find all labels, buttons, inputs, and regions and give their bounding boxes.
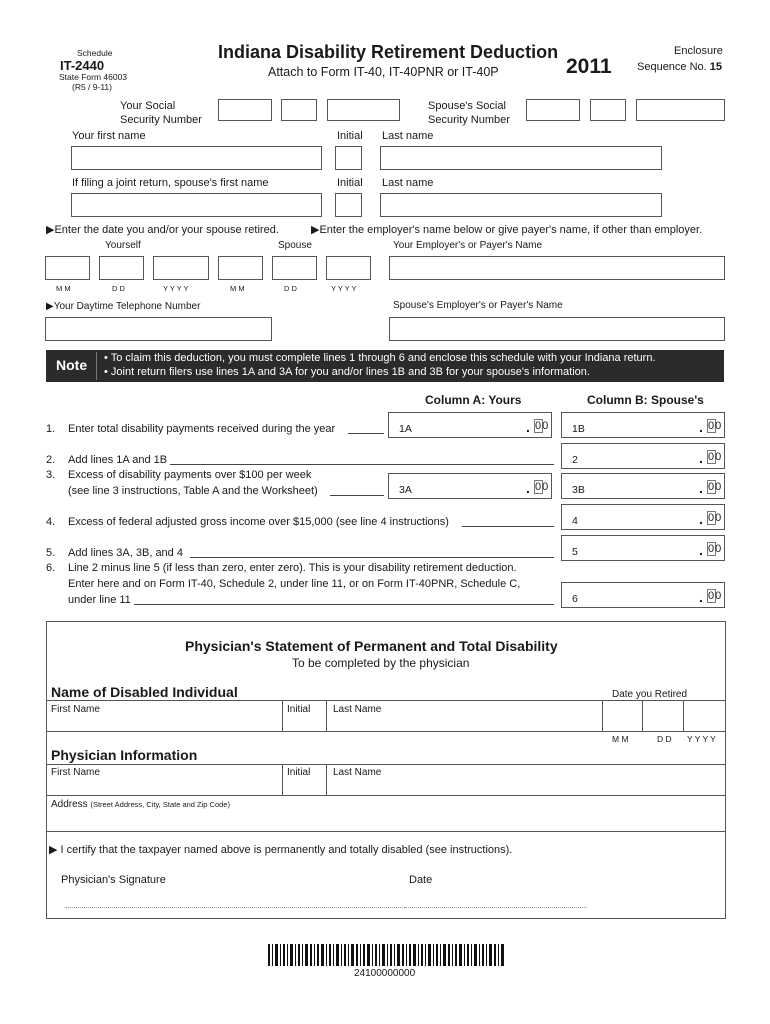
spouse-first-name-label: If filing a joint return, spouse's first name	[72, 177, 269, 189]
spouse-ssn-part1-input[interactable]	[526, 99, 580, 121]
line-4-box-label: 4	[572, 515, 578, 527]
physician-statement-subtitle: To be completed by the physician	[292, 656, 470, 670]
decimal-point: .	[526, 480, 530, 496]
cents-box: 00	[708, 481, 723, 493]
line-3-number: 3.	[46, 469, 56, 481]
your-ssn-part1-input[interactable]	[218, 99, 272, 121]
retirement-date-prompt: ▶Enter the date you and/or your spouse retired.	[46, 224, 279, 236]
tax-year: 2011	[566, 55, 612, 78]
line-6-amount-input[interactable]	[561, 582, 725, 608]
decimal-point: .	[526, 419, 530, 435]
date-retired-label: Date you Retired	[612, 689, 688, 700]
your-ssn-part2-input[interactable]	[281, 99, 317, 121]
spouse-retire-month-input[interactable]	[218, 256, 263, 280]
line-5-text: Add lines 3A, 3B, and 4	[68, 547, 183, 559]
last-name-input[interactable]	[380, 146, 662, 170]
physician-statement-title: Physician's Statement of Permanent and Total Disability	[185, 638, 558, 654]
spouse-retire-day-input[interactable]	[272, 256, 317, 280]
line-4-number: 4.	[46, 516, 56, 528]
date-retired-month-input[interactable]	[602, 700, 643, 732]
note-label: Note	[56, 357, 88, 373]
line-2-amount-input[interactable]	[561, 443, 725, 469]
your-employer-label: Your Employer's or Payer's Name	[393, 240, 543, 251]
line-4-amount-input[interactable]	[561, 504, 725, 530]
spouse-ssn-label: Spouse's Social Security Number	[428, 100, 510, 126]
initial-label: Initial	[337, 130, 363, 142]
spouse-ssn-part2-input[interactable]	[590, 99, 626, 121]
line-1-number: 1.	[46, 423, 56, 435]
spouse-employer-input[interactable]	[389, 317, 725, 341]
physician-initial-label: Initial	[287, 767, 311, 778]
barcode-image	[268, 944, 504, 966]
date-mm-hint: M M	[612, 734, 629, 744]
disabled-individual-heading: Name of Disabled Individual	[51, 684, 238, 700]
spouse-dd-hint: D D	[284, 284, 297, 293]
decimal-point: .	[699, 542, 703, 558]
dd-hint: D D	[112, 284, 125, 293]
decimal-point: .	[699, 589, 703, 605]
spouse-yyyy-hint: Y Y Y Y	[331, 284, 357, 293]
physician-last-name-input[interactable]	[329, 780, 723, 794]
column-b-header: Column B: Spouse's	[587, 393, 704, 407]
employer-prompt: ▶Enter the employer's name below or give payer's name, if other than employer.	[311, 224, 703, 236]
line-5-box-label: 5	[572, 546, 578, 558]
certification-statement: ▶ I certify that the taxpayer named above is permanently and totally disabled (see instructions).	[49, 844, 513, 856]
page-title: Indiana Disability Retirement Deduction	[218, 42, 559, 62]
barcode-number: 24100000000	[354, 968, 416, 979]
your-employer-input[interactable]	[389, 256, 725, 280]
date-retired-day-input[interactable]	[643, 700, 684, 732]
line-1a-box-label: 1A	[399, 423, 412, 435]
cents-box: 00	[708, 590, 723, 602]
line-5-number: 5.	[46, 547, 56, 559]
decimal-point: .	[699, 419, 703, 435]
page-subtitle: Attach to Form IT-40, IT-40PNR or IT-40P	[268, 65, 499, 79]
spouse-label: Spouse	[278, 240, 312, 251]
spouse-employer-label: Spouse's Employer's or Payer's Name	[393, 300, 563, 311]
spouse-mm-hint: M M	[230, 284, 245, 293]
signature-date-label: Date	[409, 874, 433, 886]
spouse-initial-input[interactable]	[335, 193, 362, 217]
address-label: Address (Street Address, City, State and Zip Code)	[51, 799, 230, 810]
line-3b-amount-input[interactable]	[561, 473, 725, 499]
physician-signature-label: Physician's Signature	[61, 874, 166, 886]
column-a-header: Column A: Yours	[425, 393, 522, 407]
disabled-last-name-label: Last Name	[333, 704, 382, 715]
note-banner	[46, 350, 724, 382]
cents-box: 00	[535, 481, 550, 493]
form-revision: (R5 / 9-11)	[72, 82, 112, 92]
spouse-last-name-input[interactable]	[380, 193, 662, 217]
line-3-text-a: Excess of disability payments over $100 per week	[68, 469, 312, 481]
line-6-text-b: Enter here and on Form IT-40, Schedule 2, under line 11, or on Form IT-40PNR, Schedule C,	[68, 578, 521, 590]
spouse-first-name-input[interactable]	[71, 193, 322, 217]
date-dd-hint: D D	[657, 734, 672, 744]
cents-box: 00	[708, 543, 723, 555]
physician-initial-input[interactable]	[285, 780, 324, 794]
line-6-text-a: Line 2 minus line 5 (if less than zero, enter zero). This is your disability retirement deduction.	[68, 562, 517, 574]
signature-date-field[interactable]	[405, 892, 587, 908]
cents-box: 00	[535, 420, 550, 432]
your-retire-day-input[interactable]	[99, 256, 144, 280]
line-6-box-label: 6	[572, 593, 578, 605]
mm-hint: M M	[56, 284, 71, 293]
enclosure-label: Enclosure	[674, 45, 723, 57]
date-yyyy-hint: Y Y Y Y	[687, 734, 716, 744]
disabled-last-name-input[interactable]	[329, 716, 599, 730]
phone-label: ▶Your Daytime Telephone Number	[46, 301, 201, 312]
physician-signature-field[interactable]	[65, 892, 405, 908]
last-name-label: Last name	[382, 130, 434, 142]
physician-last-name-label: Last Name	[333, 767, 382, 778]
physician-first-name-label: First Name	[51, 767, 100, 778]
disabled-initial-input[interactable]	[285, 716, 324, 730]
sequence-number: Sequence No. 15	[637, 61, 723, 73]
cents-box: 00	[708, 451, 723, 463]
physician-statement-section	[46, 621, 726, 919]
yyyy-hint: Y Y Y Y	[163, 284, 189, 293]
line-3a-amount-input[interactable]	[388, 473, 552, 499]
note-line-1: • To claim this deduction, you must complete lines 1 through 6 and enclose this schedule with your Indiana return.	[104, 352, 656, 364]
first-name-input[interactable]	[71, 146, 322, 170]
initial-input[interactable]	[335, 146, 362, 170]
line-2-box-label: 2	[572, 454, 578, 466]
spouse-initial-label: Initial	[337, 177, 363, 189]
disabled-first-name-input[interactable]	[49, 716, 279, 730]
physician-first-name-input[interactable]	[49, 780, 279, 794]
date-retired-year-input[interactable]	[684, 700, 725, 732]
decimal-point: .	[699, 511, 703, 527]
yourself-label: Yourself	[105, 240, 141, 251]
phone-input[interactable]	[45, 317, 272, 341]
disabled-first-name-label: First Name	[51, 704, 100, 715]
line-1b-amount-input[interactable]	[561, 412, 725, 438]
line-4-text: Excess of federal adjusted gross income over $15,000 (see line 4 instructions)	[68, 516, 449, 528]
line-3b-box-label: 3B	[572, 484, 585, 496]
cents-box: 00	[708, 512, 723, 524]
line-2-text: Add lines 1A and 1B	[68, 454, 168, 466]
physician-address-input[interactable]	[47, 796, 725, 832]
line-3-text-b: (see line 3 instructions, Table A and the Worksheet)	[68, 485, 318, 497]
decimal-point: .	[699, 450, 703, 466]
line-1b-box-label: 1B	[572, 423, 585, 435]
line-6-number: 6.	[46, 562, 56, 574]
line-1a-amount-input[interactable]	[388, 412, 552, 438]
disabled-initial-label: Initial	[287, 704, 311, 715]
form-id: IT-2440	[60, 58, 105, 73]
your-retire-year-input[interactable]	[153, 256, 209, 280]
line-2-number: 2.	[46, 454, 56, 466]
your-ssn-label: Your Social Security Number	[120, 100, 202, 126]
line-5-amount-input[interactable]	[561, 535, 725, 561]
spouse-ssn-part3-input[interactable]	[636, 99, 725, 121]
line-3a-box-label: 3A	[399, 484, 412, 496]
your-ssn-part3-input[interactable]	[327, 99, 400, 121]
schedule-label: Schedule	[77, 48, 113, 58]
spouse-last-name-label: Last name	[382, 177, 434, 189]
cents-box: 00	[708, 420, 723, 432]
first-name-label: Your first name	[72, 130, 146, 142]
your-retire-month-input[interactable]	[45, 256, 90, 280]
line-1-text: Enter total disability payments received during the year	[68, 423, 336, 435]
spouse-retire-year-input[interactable]	[326, 256, 371, 280]
line-6-text-c: under line 11	[68, 594, 131, 606]
decimal-point: .	[699, 480, 703, 496]
note-line-2: • Joint return filers use lines 1A and 3A for you and/or lines 1B and 3B for your spouse's information.	[104, 366, 590, 378]
state-form-number: State Form 46003	[59, 72, 128, 82]
physician-info-heading: Physician Information	[51, 747, 198, 763]
